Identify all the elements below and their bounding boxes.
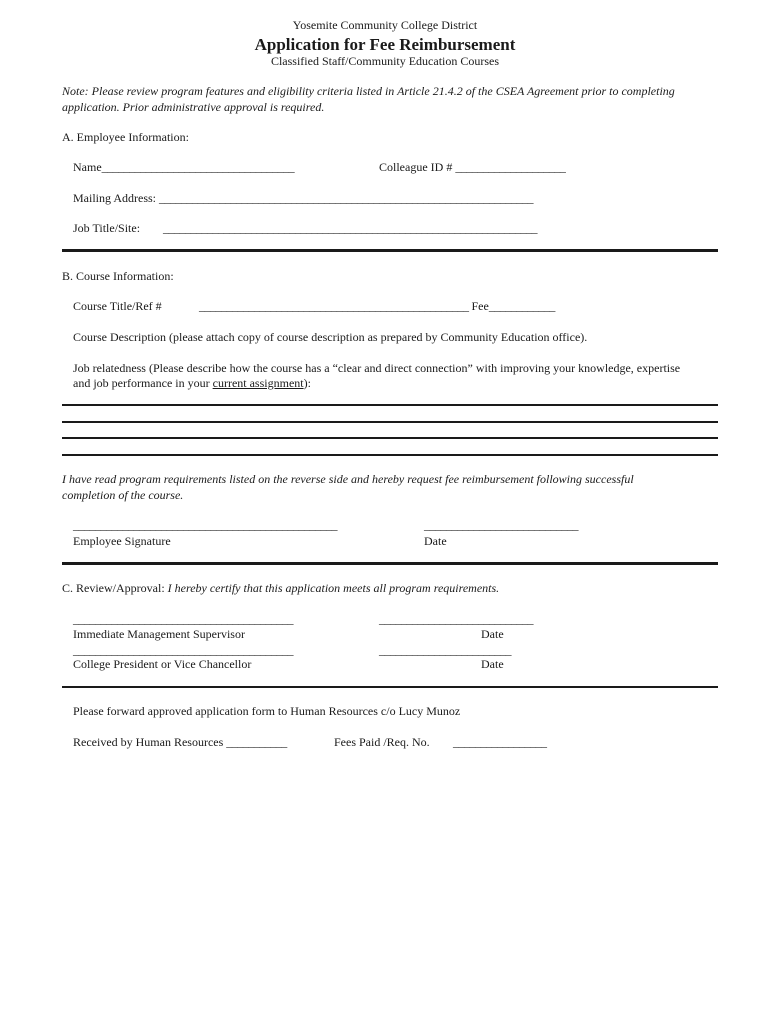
answer-line-3[interactable]: [62, 437, 718, 439]
received-by-hr-label: Received by Human Resources: [73, 735, 227, 749]
section-c-certify: I hereby certify that this application meets all program requirements.: [167, 581, 500, 595]
fee-label: Fee: [468, 299, 489, 313]
certification-line-2: completion of the course.: [62, 488, 184, 502]
form-subtitle: Classified Staff/Community Education Courses: [270, 54, 500, 68]
note-line-1: Note: Please review program features and eligibility criteria listed in Article 21.4.2 of the CSEA Agreement prior to completing: [62, 84, 675, 98]
section-divider-2: [62, 562, 718, 565]
name-label: Name: [73, 160, 102, 174]
colleague-id-line[interactable]: ____________________: [455, 160, 566, 174]
section-c-heading: [62, 581, 499, 596]
forward-instructions: Please forward approved application form to Human Resources c/o Lucy Munoz: [73, 704, 461, 718]
mailing-address-line[interactable]: ____________________________________________________________________: [159, 191, 533, 205]
received-by-hr-field[interactable]: [73, 735, 287, 750]
supervisor-label: Immediate Management Supervisor: [73, 627, 245, 641]
supervisor-date-label: Date: [481, 627, 504, 641]
current-assignment: current assignment: [212, 376, 304, 390]
answer-line-1[interactable]: [62, 404, 718, 406]
president-signature-line[interactable]: ________________________________________: [73, 643, 293, 657]
section-a-heading: A. Employee Information:: [62, 130, 189, 144]
note-line-2: application. Prior administrative approval is required.: [62, 100, 325, 114]
job-title-line[interactable]: ____________________________________________________________________: [163, 221, 537, 235]
employee-signature-line[interactable]: ________________________________________________: [73, 518, 337, 532]
section-divider-3: [62, 686, 718, 688]
job-relatedness-pre: and job performance in your: [73, 376, 213, 390]
section-c-title: C. Review/Approval:: [62, 581, 168, 595]
fees-paid-label: Fees Paid /Req. No.: [334, 735, 430, 749]
job-relatedness-line-2: [73, 376, 311, 391]
supervisor-date-line[interactable]: ____________________________: [379, 612, 533, 626]
course-description: Course Description (please attach copy of course description as prepared by Community Education office).: [73, 330, 588, 344]
answer-line-4[interactable]: [62, 454, 718, 456]
supervisor-signature-line[interactable]: ________________________________________: [73, 612, 293, 626]
received-by-hr-line[interactable]: ___________: [226, 735, 287, 749]
job-title-label: Job Title/Site:: [73, 221, 141, 235]
mailing-address-field[interactable]: [73, 191, 533, 206]
section-b-heading: B. Course Information:: [62, 269, 174, 283]
name-field[interactable]: [73, 160, 294, 175]
form-title: Application for Fee Reimbursement: [254, 35, 516, 54]
president-date-line[interactable]: ________________________: [379, 643, 511, 657]
mailing-address-label: Mailing Address:: [73, 191, 159, 205]
employee-date-label: Date: [424, 534, 447, 548]
fees-paid-line[interactable]: _________________: [453, 735, 547, 749]
president-label: College President or Vice Chancellor: [73, 657, 252, 671]
colleague-id-field[interactable]: [379, 160, 565, 175]
course-title-line[interactable]: _________________________________________________: [199, 299, 469, 313]
president-date-label: Date: [481, 657, 504, 671]
certification-line-1: I have read program requirements listed on the reverse side and hereby request fee reimbursement following successful: [62, 472, 634, 486]
name-line[interactable]: ___________________________________: [101, 160, 295, 174]
colleague-id-label: Colleague ID #: [379, 160, 456, 174]
employee-signature-label: Employee Signature: [73, 534, 171, 548]
section-divider-1: [62, 249, 718, 252]
district-name: Yosemite Community College District: [292, 18, 478, 32]
fee-line[interactable]: ____________: [488, 299, 555, 313]
job-relatedness-line-1: Job relatedness (Please describe how the course has a “clear and direct connection” with improving your knowledge, expertise: [73, 361, 681, 375]
employee-date-line[interactable]: ____________________________: [424, 518, 578, 532]
job-relatedness-post: ):: [303, 376, 311, 390]
answer-line-2[interactable]: [62, 421, 718, 423]
course-title-label: Course Title/Ref #: [73, 299, 162, 313]
course-fee-row[interactable]: [199, 299, 555, 314]
